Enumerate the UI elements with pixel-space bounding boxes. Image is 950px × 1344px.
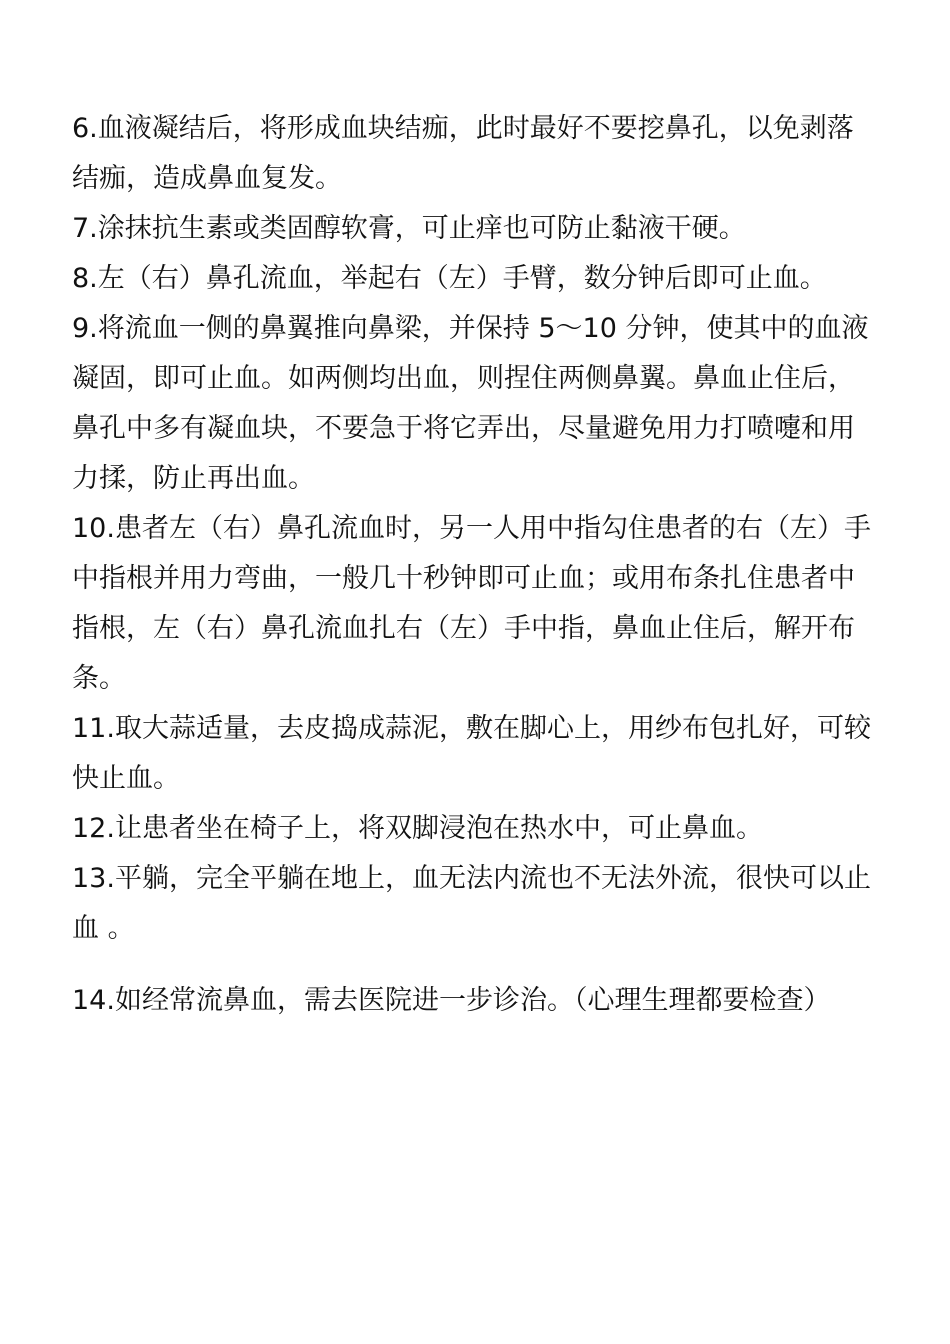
paragraph-item-7: 7.涂抹抗生素或类固醇软膏，可止痒也可防止黏液干硬。 — [72, 213, 746, 244]
paragraph-item-8: 8.左（右）鼻孔流血，举起右（左）手臂，数分钟后即可止血。 — [72, 263, 827, 294]
paragraph-item-11: 11.取大蒜适量，去皮捣成蒜泥，敷在脚心上，用纱布包扎好，可较快止血。 — [72, 713, 871, 794]
paragraph-item-13: 13.平躺，完全平躺在地上，血无法内流也不无法外流，很快可以止血 。 — [72, 863, 871, 944]
paragraph-item-9: 9.将流血一侧的鼻翼推向鼻梁，并保持 5～10 分钟，使其中的血液凝固，即可止血。如两侧均出血，则捏住两侧鼻翼。鼻血止住后，鼻孔中多有凝血块，不要急于将它弄出，尽量避免用力打喷嚏和用力揉，防止再出血。 — [72, 313, 869, 494]
paragraph-item-14: 14.如经常流鼻血，需去医院进一步诊治。（心理生理都要检查） — [72, 985, 831, 1016]
document-body — [72, 104, 880, 1026]
paragraph-item-12: 12.让患者坐在椅子上，将双脚浸泡在热水中，可止鼻血。 — [72, 813, 763, 844]
paragraph-item-10: 10.患者左（右）鼻孔流血时，另一人用中指勾住患者的右（左）手中指根并用力弯曲，一般几十秒钟即可止血；或用布条扎住患者中指根，左（右）鼻孔流血扎右（左）手中指，鼻血止住后，解开布条。 — [72, 513, 871, 694]
paragraph-item-6: 6.血液凝结后，将形成血块结痂，此时最好不要挖鼻孔，以免剥落结痂，造成鼻血复发。 — [72, 113, 854, 194]
